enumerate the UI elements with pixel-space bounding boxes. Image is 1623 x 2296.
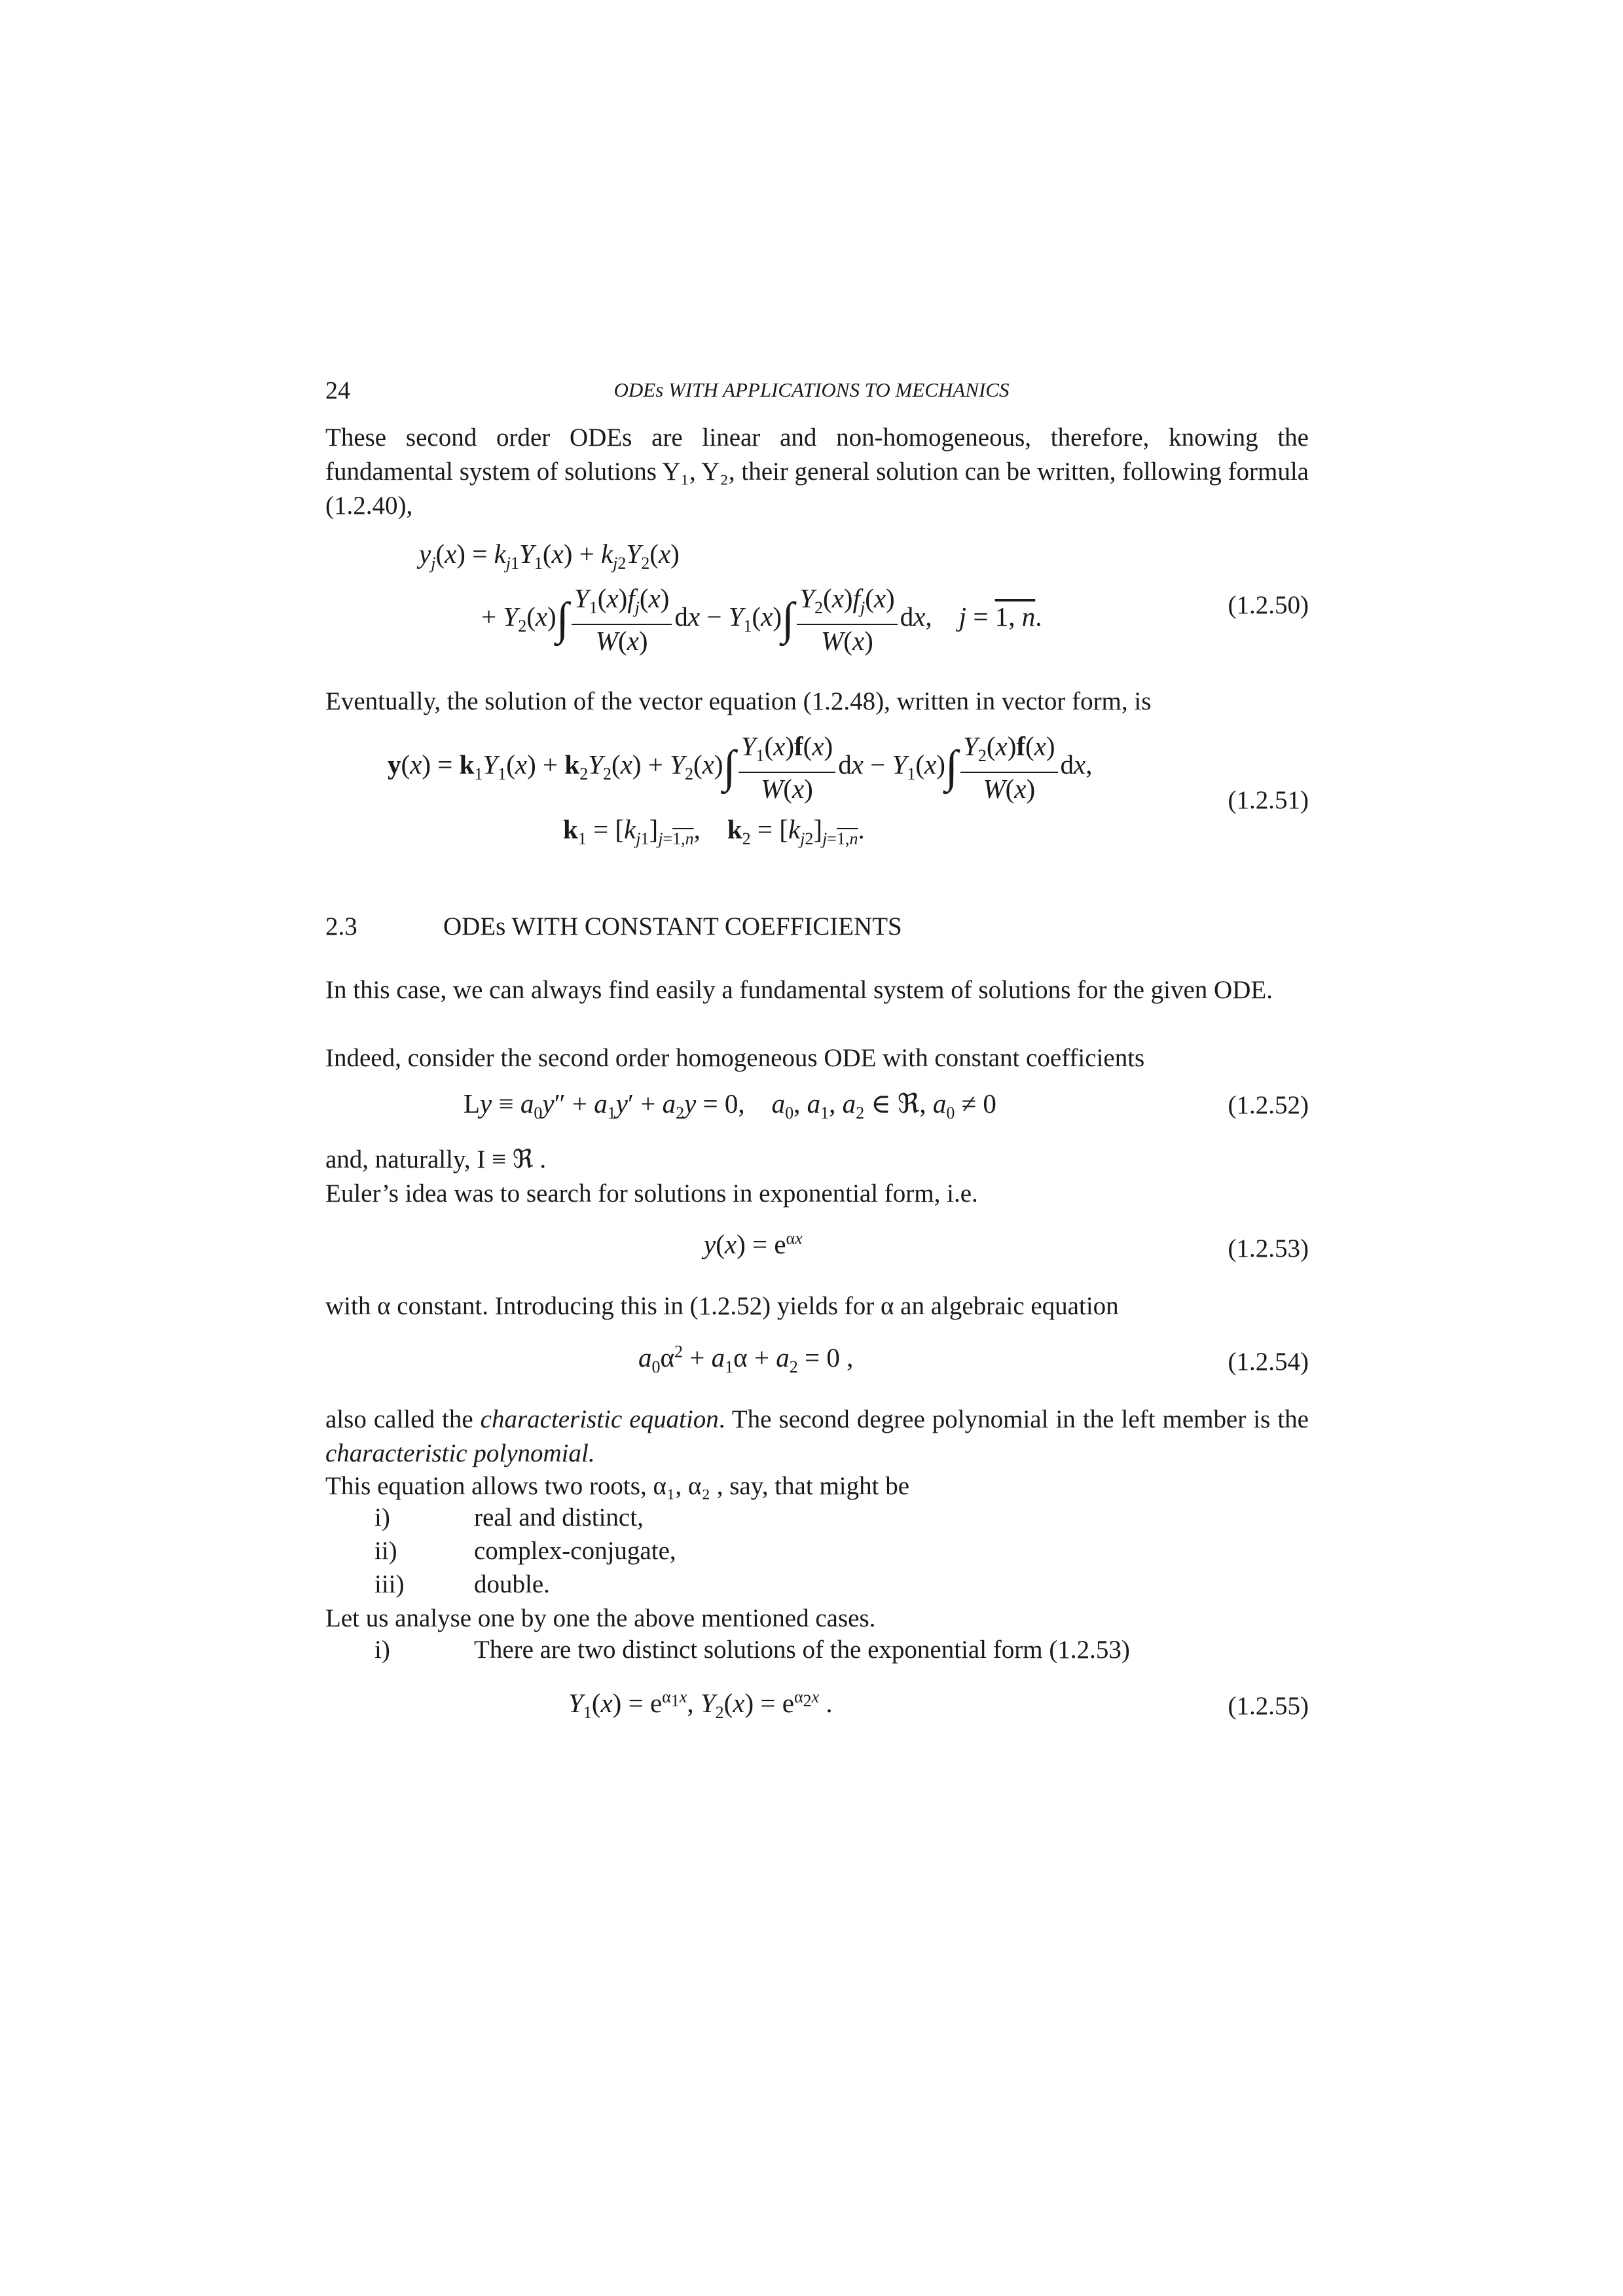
list-item <box>374 1503 644 1532</box>
equation-1-2-52: $Ly \equiv a_0y'' + a_1y' + a_2y = 0$, $a_0$, $a_1$, $a_2$ ∈ ℜ, $a_0 \ne 0$ <box>464 1088 996 1123</box>
equation-number-1-2-51: (1.2.51) <box>1228 786 1309 814</box>
list-text: complex-conjugate, <box>474 1537 676 1565</box>
equation-number-1-2-54: (1.2.54) <box>1228 1348 1309 1376</box>
equation-1-2-51-line-1: $y(x) = k_1Y_1(x) + k_2Y_2(x) + Y_2(x)\int$ $\frac{Y_1(x)f(x)}{W(x)}$ dx − $Y_1(x)\int$ $\frac{Y_2(x)f(x)}{W(x)}$ dx, <box>388 731 1093 804</box>
paragraph-9: This equation allows two roots, α₁, α₂ , say, that might be <box>325 1472 910 1500</box>
equation-1-2-53: $y(x) = e^{\alpha x}$ <box>704 1229 803 1259</box>
equation-number-1-2-52: (1.2.52) <box>1228 1091 1309 1119</box>
page-number: 24 <box>325 377 350 404</box>
case-marker: i) <box>374 1636 390 1664</box>
list-item <box>374 1570 550 1599</box>
equation-1-2-51-line-2: $k_1 = [k_{j1}]_{j=1,n}$, $k_2 = [k_{j2}]_{j=1,n}$. <box>563 814 865 849</box>
paragraph-3: In this case, we can always find easily a fundamental system of solutions for the given ODE. <box>325 976 1273 1004</box>
equation-1-2-50-line-1: $y_j(x) = k_{j1}Y_1(x) + k_{j2}Y_2(x)$ <box>419 539 680 573</box>
equation-1-2-50-line-2: + $Y_2(x)\int$ $\frac{Y_1(x)f_j(x)}{W(x)}$ dx − $Y_1(x)\int$ $\frac{Y_2(x)f_j(x)}{W(x)}$ dx, j = 1, n. <box>481 583 1042 656</box>
equation-number-1-2-53: (1.2.53) <box>1228 1234 1309 1263</box>
section-title: ODEs WITH CONSTANT COEFFICIENTS <box>443 912 902 941</box>
equation-1-2-55: $Y_1(x) = e^{\alpha_1x}$, $Y_2(x) = e^{\alpha_2x}$ . <box>568 1687 833 1723</box>
equation-number-1-2-50: (1.2.50) <box>1228 591 1309 619</box>
list-marker: iii) <box>374 1570 405 1598</box>
paragraph-1: These second order ODEs are linear and non-homogeneous, therefore, knowing the fundamental system of solutions Y₁, Y₂, their general solution can be written, following formula (1.2.40), <box>325 423 1309 520</box>
paragraph-8-part-1: also called the <box>325 1405 481 1433</box>
case-text: There are two distinct solutions of the exponential form (1.2.53) <box>474 1636 1130 1664</box>
term-characteristic-polynomial: characteristic polynomial. <box>325 1439 595 1467</box>
list-item <box>374 1536 676 1566</box>
equation-1-2-54: $a_0\alpha^2 + a_1\alpha + a_2 = 0$ , <box>638 1342 854 1377</box>
list-marker: ii) <box>374 1537 397 1565</box>
paragraph-6: Euler’s idea was to search for solutions in exponential form, i.e. <box>325 1179 978 1208</box>
running-title: ODEs WITH APPLICATIONS TO MECHANICS <box>613 378 1010 401</box>
paragraph-10: Let us analyse one by one the above mentioned cases. <box>325 1604 876 1632</box>
equation-number-1-2-55: (1.2.55) <box>1228 1692 1309 1720</box>
paragraph-4: Indeed, consider the second order homogeneous ODE with constant coefficients <box>325 1044 1145 1072</box>
section-heading <box>325 912 902 941</box>
list-text: real and distinct, <box>474 1503 644 1532</box>
list-text: double. <box>474 1570 550 1598</box>
list-marker: i) <box>374 1503 390 1532</box>
paragraph-7: with α constant. Introducing this in (1.2.52) yields for α an algebraic equation <box>325 1292 1119 1320</box>
term-characteristic-equation: characteristic equation <box>480 1405 719 1433</box>
paragraph-8 <box>325 1403 1309 1471</box>
case-i <box>374 1635 1130 1664</box>
paragraph-5: and, naturally, I ≡ ℜ . <box>325 1145 547 1174</box>
section-number: 2.3 <box>325 912 357 941</box>
paragraph-8-part-2: . The second degree polynomial in the left member is the <box>718 1405 1309 1433</box>
paragraph-2: Eventually, the solution of the vector equation (1.2.48), written in vector form, is <box>325 687 1152 715</box>
